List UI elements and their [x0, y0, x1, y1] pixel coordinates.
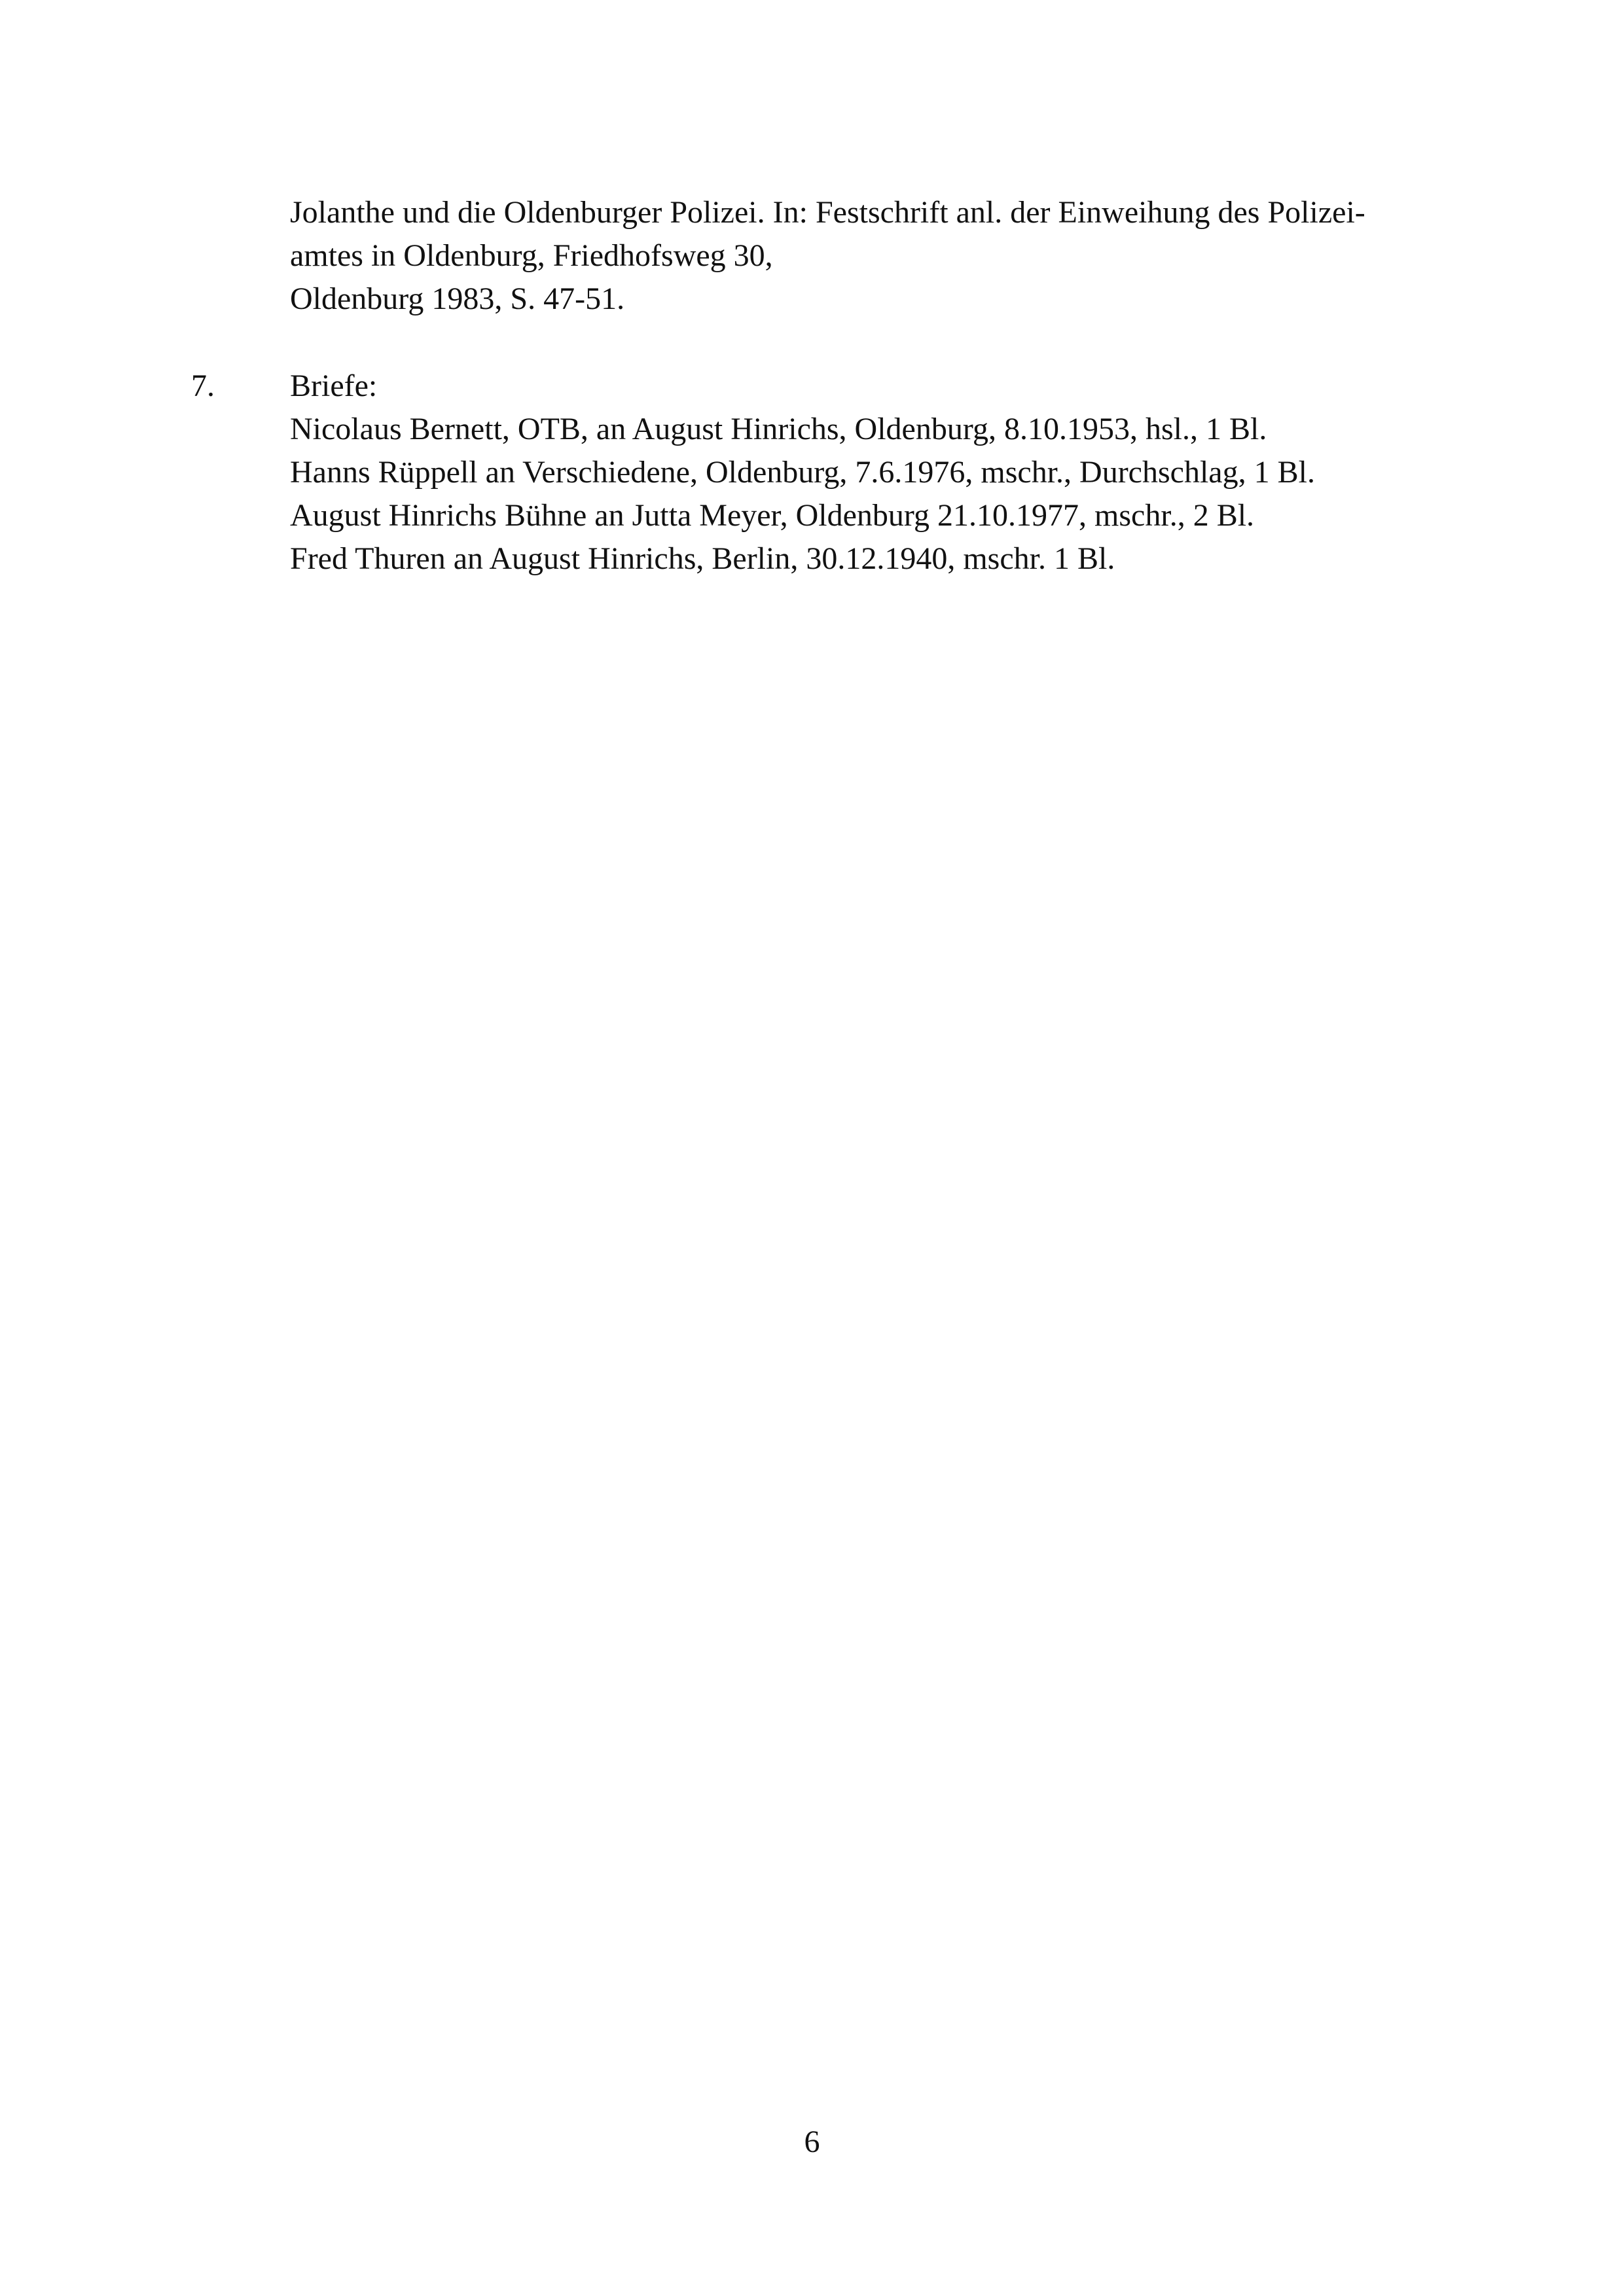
section-heading: Briefe: — [290, 368, 378, 403]
page-number: 6 — [804, 2125, 820, 2159]
letter-entry: Fred Thuren an August Hinrichs, Berlin, 30.12.1940, mschr. 1 Bl. — [290, 541, 1115, 576]
reference-line-2: amtes in Oldenburg, Friedhofsweg 30, — [290, 238, 773, 273]
reference-line-3: Oldenburg 1983, S. 47-51. — [290, 281, 625, 316]
letter-entry: Hanns Rüppell an Verschiedene, Oldenburg, 7.6.1976, mschr., Durchschlag, 1 Bl. — [290, 455, 1315, 490]
letter-entry: Nicolaus Bernett, OTB, an August Hinrichs, Oldenburg, 8.10.1953, hsl., 1 Bl. — [290, 412, 1267, 446]
section-number: 7. — [191, 368, 215, 403]
reference-line-1: Jolanthe und die Oldenburger Polizei. In: Festschrift anl. der Einweihung des Polizei- — [290, 195, 1365, 230]
letter-entry: August Hinrichs Bühne an Jutta Meyer, Oldenburg 21.10.1977, mschr., 2 Bl. — [290, 498, 1255, 533]
